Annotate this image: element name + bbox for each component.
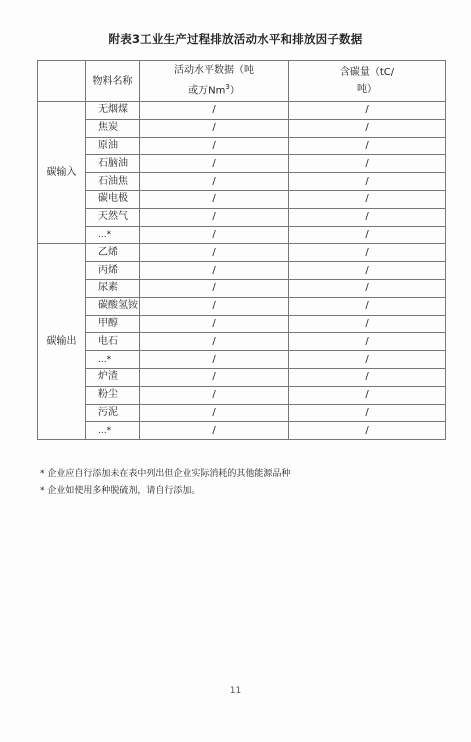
material-cell: 石脑油 [86,155,140,173]
carbon-cell: / [289,226,446,244]
activity-cell: / [140,368,289,386]
activity-cell: / [140,226,289,244]
emissions-table [37,60,446,440]
activity-cell: / [140,137,289,155]
page-number: 11 [229,686,242,696]
table-row [38,368,446,386]
carbon-cell: / [289,155,446,173]
footnote-2: * 企业如使用多种脱硫剂，请自行添加。 [40,486,201,496]
activity-cell: / [140,297,289,315]
carbon-cell: / [289,297,446,315]
table-row [38,297,446,315]
material-cell: 无烟煤 [86,102,140,120]
activity-cell: / [140,422,289,440]
material-cell: 天然气 [86,208,140,226]
header-activity-line1: 活动水平数据（吨 [174,65,254,77]
header-blank [38,61,86,102]
group-label-input: 碳输入 [38,102,86,244]
material-cell: 原油 [86,137,140,155]
activity-cell: / [140,351,289,369]
table-row [38,226,446,244]
activity-cell: / [140,315,289,333]
carbon-cell: / [289,137,446,155]
table-row [38,279,446,297]
carbon-cell: / [289,244,446,262]
header-activity-line2-suffix: ） [229,85,240,97]
table-row [38,137,446,155]
header-carbon [289,61,446,102]
table-row [38,155,446,173]
header-activity-line2-prefix: 或万Nm [188,85,226,97]
activity-cell: / [140,173,289,191]
material-cell: 焦炭 [86,119,140,137]
header-material: 物料名称 [86,61,140,102]
material-cell: ...* [86,351,140,369]
material-cell: 污泥 [86,404,140,422]
carbon-cell: / [289,173,446,191]
carbon-cell: / [289,386,446,404]
material-cell: 碳电极 [86,190,140,208]
material-cell: 粉尘 [86,386,140,404]
table-row [38,404,446,422]
header-carbon-line1: 含碳量（tC/ [339,67,395,78]
table-row [38,262,446,280]
activity-cell: / [140,404,289,422]
footnote-1: * 企业应自行添加未在表中列出但企业实际消耗的其他能源品种 [40,469,291,479]
header-carbon-line2: 吨） [357,84,377,95]
carbon-cell: / [289,102,446,120]
carbon-cell: / [289,279,446,297]
activity-cell: / [140,102,289,120]
activity-cell: / [140,333,289,351]
carbon-cell: / [289,422,446,440]
header-activity-sup: 3 [225,83,230,92]
header-activity [140,61,289,102]
footnotes [40,466,290,500]
carbon-cell: / [289,262,446,280]
table-row [38,173,446,191]
table-header-row [38,61,446,102]
table-row [38,351,446,369]
carbon-cell: / [289,333,446,351]
activity-cell: / [140,244,289,262]
table-row [38,386,446,404]
carbon-cell: / [289,190,446,208]
table-title: 附表3工业生产过程排放活动水平和排放因子数据 [108,32,363,46]
table-row [38,315,446,333]
table-row [38,422,446,440]
carbon-cell: / [289,351,446,369]
carbon-cell: / [289,119,446,137]
carbon-cell: / [289,315,446,333]
material-cell: 炉渣 [86,368,140,386]
activity-cell: / [140,190,289,208]
table-row [38,333,446,351]
activity-cell: / [140,119,289,137]
carbon-cell: / [289,404,446,422]
activity-cell: / [140,262,289,280]
material-cell: 乙烯 [86,244,140,262]
material-cell: 甲醇 [86,315,140,333]
material-cell: ...* [86,422,140,440]
table-row [38,208,446,226]
material-cell: 电石 [86,333,140,351]
activity-cell: / [140,155,289,173]
table-row [38,244,446,262]
activity-cell: / [140,386,289,404]
carbon-cell: / [289,208,446,226]
material-cell: 碳酸氢铵 [86,297,140,315]
material-cell: 石油焦 [86,173,140,191]
table-row [38,190,446,208]
material-cell: ...* [86,226,140,244]
material-cell: 丙烯 [86,262,140,280]
table-row [38,119,446,137]
activity-cell: / [140,208,289,226]
activity-cell: / [140,279,289,297]
material-cell: 尿素 [86,279,140,297]
carbon-cell: / [289,368,446,386]
group-label-output: 碳输出 [38,244,86,440]
table-row [38,102,446,120]
